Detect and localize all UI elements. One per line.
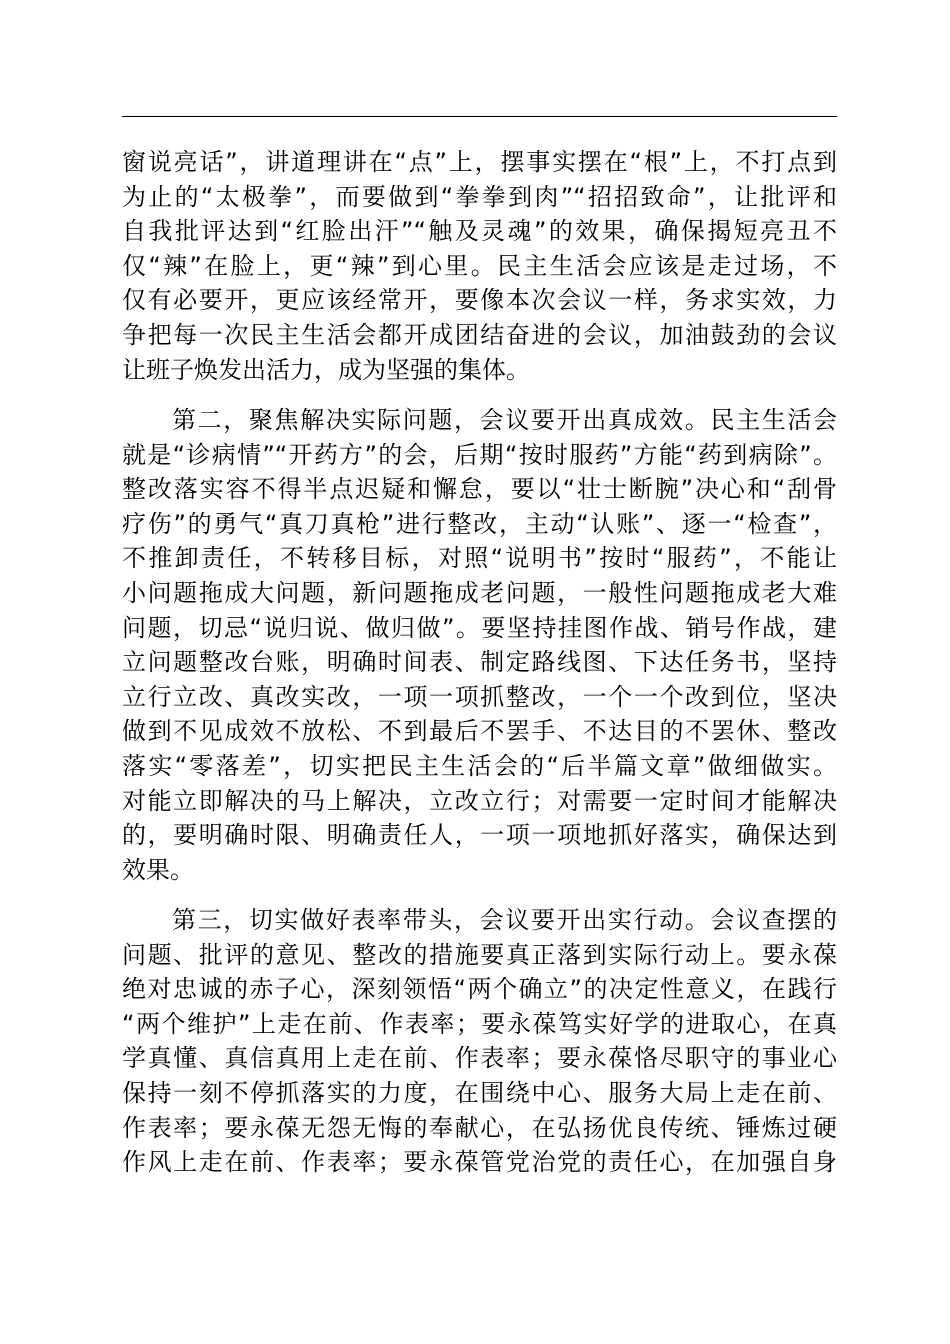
text-line: 效果。 <box>122 855 194 884</box>
text-line: 问题，切忌“说归说、做归做”。要坚持挂图作战、销号作战，建 <box>122 613 837 642</box>
text-line: 第二，聚焦解决实际问题，会议要开出真成效。民主生活会 <box>172 406 837 434</box>
text-line: 疗伤”的勇气“真刀真枪”进行整改，主动“认账”、逐一“检查”， <box>122 509 837 538</box>
text-line: 仅“辣”在脸上，更“辣”到心里。民主生活会应该是走过场，不 <box>122 251 837 280</box>
text-line: 第三，切实做好表率带头，会议要开出实行动。会议查摆的 <box>172 906 837 934</box>
text-line: “两个维护”上走在前、作表率；要永葆笃实好学的进取心，在真 <box>122 1009 837 1038</box>
text-line: 的，要明确时限、明确责任人，一项一项地抓好落实，确保达到 <box>122 821 837 850</box>
text-line: 立行立改、真改实改，一项一项抓整改，一个一个改到位，坚决 <box>122 682 837 711</box>
text-line: 做到不见成效不放松、不到最后不罢手、不达目的不罢休、整改 <box>122 717 837 746</box>
text-line: 整改落实容不得半点迟疑和懈怠，要以“壮士断腕”决心和“刮骨 <box>122 475 837 504</box>
text-line: 为止的“太极拳”，而要做到“拳拳到肉”“招招致命”，让批评和 <box>122 182 837 211</box>
text-line: 让班子焕发出活力，成为坚强的集体。 <box>122 355 530 384</box>
header-rule <box>122 116 837 117</box>
text-line: 仅有必要开，更应该经常开，要像本次会议一样，务求实效，力 <box>122 286 837 315</box>
paragraph-continuation <box>122 145 837 387</box>
text-line: 对能立即解决的马上解决，立改立行；对需要一定时间才能解决 <box>122 786 837 815</box>
text-line: 落实“零落差”，切实把民主生活会的“后半篇文章”做细做实。 <box>122 751 837 780</box>
text-line: 自我批评达到“红脸出汗”“触及灵魂”的效果，确保揭短亮丑不 <box>122 217 837 246</box>
text-line: 窗说亮话”，讲道理讲在“点”上，摆事实摆在“根”上，不打点到 <box>122 148 837 176</box>
text-line: 作风上走在前、作表率；要永葆管党治党的责任心，在加强自身 <box>122 1148 837 1177</box>
text-line: 问题、批评的意见、整改的措施要真正落到实际行动上。要永葆 <box>122 940 837 969</box>
text-line: 立问题整改台账，明确时间表、制定路线图、下达任务书，坚持 <box>122 648 837 677</box>
text-line: 学真懂、真信真用上走在前、作表率；要永葆恪尽职守的事业心 <box>122 1044 837 1073</box>
text-line: 保持一刻不停抓落实的力度，在围绕中心、服务大局上走在前、 <box>122 1078 837 1107</box>
text-line: 就是“诊病情”“开药方”的会，后期“按时服药”方能“药到病除”。 <box>122 440 837 469</box>
paragraph-second <box>122 403 837 887</box>
text-line: 作表率；要永葆无怨无悔的奉献心，在弘扬优良传统、锤炼过硬 <box>122 1113 837 1142</box>
text-line: 争把每一次民主生活会都开成团结奋进的会议，加油鼓劲的会议 <box>122 320 837 349</box>
text-line: 小问题拖成大问题，新问题拖成老问题，一般性问题拖成老大难 <box>122 578 837 607</box>
text-line: 不推卸责任，不转移目标，对照“说明书”按时“服药”，不能让 <box>122 544 837 573</box>
text-line: 绝对忠诚的赤子心，深刻领悟“两个确立”的决定性意义，在践行 <box>122 975 837 1004</box>
paragraph-third <box>122 903 837 1180</box>
